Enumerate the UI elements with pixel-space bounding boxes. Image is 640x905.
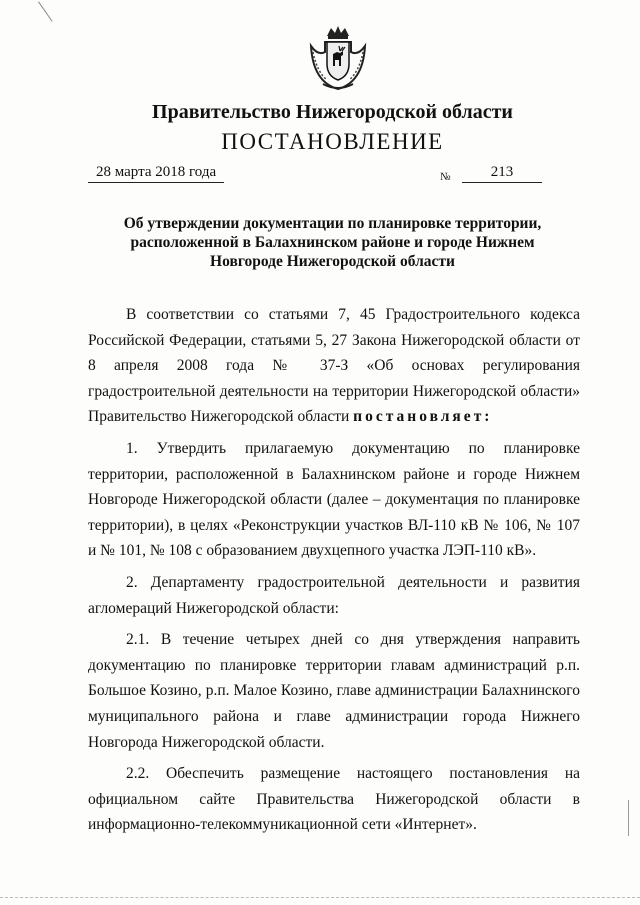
preamble-text: В соответствии со статьями 7, 45 Градостроительного кодекса Российской Федерации, статьями 5, 27 Закона Нижегородской области от 8 апреля 2008 года № 37-З «Об основах регулирования градостроительной деятельности на территории Нижегородской области» Правительство Нижегородской области <box>88 306 580 426</box>
scan-artifact <box>0 897 640 901</box>
document-subject <box>0 214 640 271</box>
subject-line: Новгороде Нижегородской области <box>210 253 455 270</box>
number-label: № <box>440 171 451 183</box>
coat-of-arms-icon <box>303 22 373 92</box>
document-body <box>88 302 580 844</box>
document-number: 213 <box>462 164 542 183</box>
item-2-paragraph: 2. Департаменту градостроительной деятельности и развития агломераций Нижегородской области: <box>88 573 580 617</box>
subject-line: Об утверждении документации по планировке территории, <box>123 215 542 232</box>
scan-artifact <box>628 800 629 836</box>
item-2-1-paragraph: 2.1. В течение четырех дней со дня утверждения направить документацию по планировке территории главам администраций р.п. Большое Козино, р.п. Малое Козино, главе администрации Балахнинского муниципального района и главе администрации города Нижнего Новгорода Нижегородской области. <box>88 631 580 751</box>
government-title: Правительство Нижегородской области <box>152 101 513 123</box>
preamble-paragraph <box>88 302 580 430</box>
scan-artifact <box>38 1 53 21</box>
item-2-2-paragraph: 2.2. Обеспечить размещение настоящего постановления на официальном сайте Правительства Нижегородской области в информационно-телекоммуникационной сети «Интернет». <box>88 765 580 834</box>
item-1-paragraph: 1. Утвердить прилагаемую документацию по планировке территории, расположенной в Балахнинском районе и городе Нижнем Новгороде Нижегородской области (далее – документация по планировке территории), в целях «Реконструкции участков ВЛ-110 кВ № 106, № 107 и № 101, № 108 с образованием двухцепного участка ЛЭП-110 кВ». <box>88 439 580 560</box>
subject-line: расположенной в Балахнинском районе и городе Нижнем <box>130 234 535 251</box>
document-type: ПОСТАНОВЛЕНИЕ <box>221 129 444 154</box>
decree-word: постановляет: <box>353 408 493 426</box>
document-date: 28 марта 2018 года <box>88 164 224 183</box>
